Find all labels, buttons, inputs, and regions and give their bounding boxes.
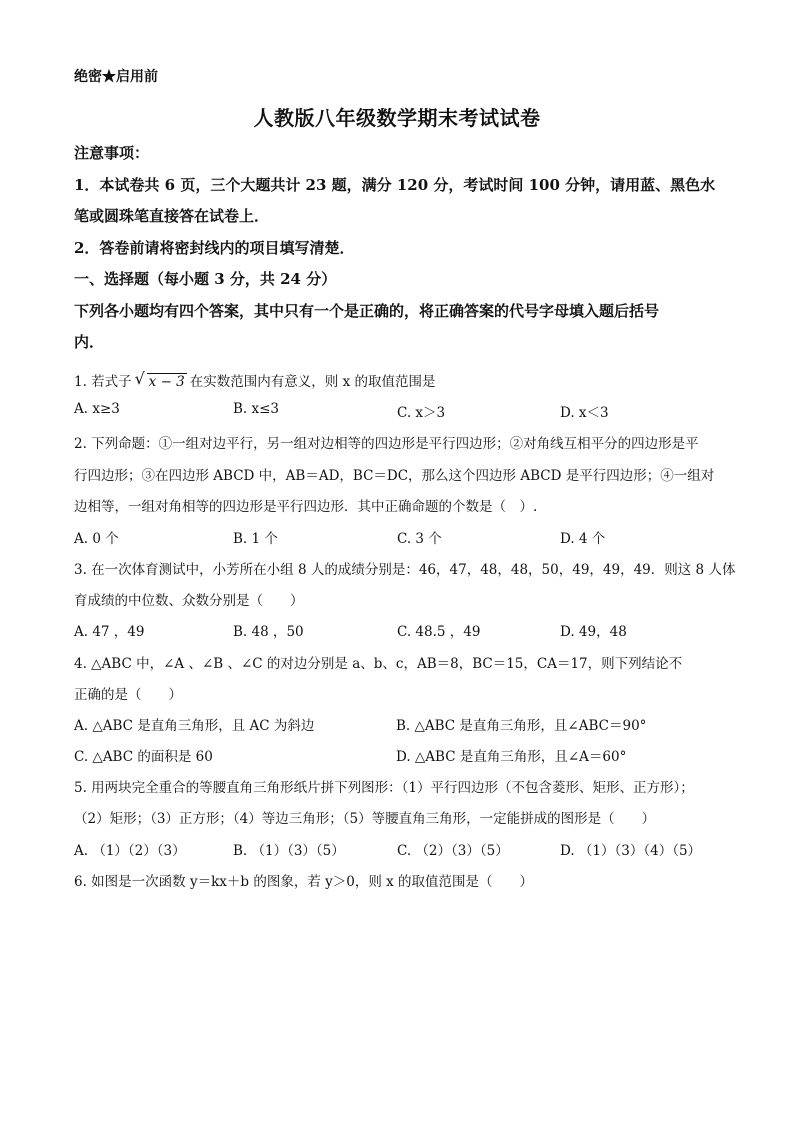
confidential-mark: 绝密★启用前	[74, 69, 158, 85]
section-1-heading: 一、选择题（每小题 3 分，共 24 分）	[74, 270, 337, 288]
radicand: x − 3	[148, 374, 185, 390]
question-5-options	[74, 839, 724, 859]
section-1-instruction-line-2: 内．	[74, 333, 105, 351]
question-4-line-1: 4. △ABC 中，∠A 、∠B 、∠C 的对边分别是 a、b、c，AB＝8，BC＝15，CA＝17，则下列结论不	[74, 656, 683, 672]
notice-heading: 注意事项：	[74, 144, 150, 162]
question-5-line-2: （2）矩形；（3）正方形；（4）等边三角形；（5）等腰直角三角形，一定能拼成的图形是（ ）	[74, 811, 656, 827]
question-2-options	[74, 527, 724, 547]
notice-item-2: 2．答卷前请将密封线内的项目填写清楚．	[74, 239, 355, 257]
option-b: B. △ABC 是直角三角形，且∠ABC＝90°	[396, 718, 647, 734]
question-4-options-row-2	[74, 745, 724, 765]
option-d: D. x＜3	[560, 405, 609, 421]
page-title: 人教版八年级数学期末考试试卷	[253, 106, 541, 130]
option-b: B. 48 ，50	[233, 624, 304, 640]
question-4-line-2: 正确的是（ ）	[74, 687, 182, 703]
option-a: A. 0 个	[74, 531, 119, 547]
question-4-options-row-1	[74, 714, 724, 734]
question-6-line-1: 6. 如图是一次函数 y＝kx＋b 的图象，若 y＞0，则 x 的取值范围是（ ）	[74, 874, 534, 890]
option-a: A. △ABC 是直角三角形，且 AC 为斜边	[74, 718, 315, 734]
option-b: B. x≤3	[233, 401, 280, 417]
question-2-line-2: 行四边形；③在四边形 ABCD 中，AB＝AD，BC＝DC，那么这个四边形 ABCD 是平行四边形；④一组对	[74, 468, 715, 484]
question-1-prefix: 1. 若式子	[74, 374, 132, 390]
section-1-instruction-line-1: 下列各小题均有四个答案，其中只有一个是正确的，将正确答案的代号字母填入题后括号	[74, 302, 660, 320]
question-1	[74, 370, 720, 390]
question-5-line-1: 5. 用两块完全重合的等腰直角三角形纸片拼下列图形：（1）平行四边形（不包含菱形、矩形、正方形）；	[74, 780, 694, 796]
question-3-line-2: 育成绩的中位数、众数分别是（ ）	[74, 593, 304, 609]
notice-item-1-line-2: 笔或圆珠笔直接答在试卷上．	[74, 207, 270, 225]
question-1-suffix: 在实数范围内有意义，则 x 的取值范围是	[189, 374, 436, 390]
option-c: C. （2）（3）（5）	[397, 843, 509, 859]
option-d: D. 4 个	[560, 531, 606, 547]
option-c: C. △ABC 的面积是 60	[74, 749, 213, 765]
option-d: D. △ABC 是直角三角形，且∠A＝60°	[396, 749, 627, 765]
option-c: C. 3 个	[397, 531, 442, 547]
option-b: B. 1 个	[233, 531, 278, 547]
question-1-options	[74, 401, 724, 421]
sqrt-expression	[134, 369, 187, 390]
option-d: D. （1）（3）（4）（5）	[560, 843, 702, 859]
option-c: C. 48.5 ，49	[397, 624, 481, 640]
question-3-line-1: 3. 在一次体育测试中，小芳所在小组 8 人的成绩分别是：46，47，48，48，50，49，49，49．则这 8 人体	[74, 562, 736, 578]
option-d: D. 49，48	[560, 624, 627, 640]
option-a: A. x≥3	[74, 401, 120, 417]
option-a: A. （1）（2）（3）	[74, 843, 186, 859]
option-a: A. 47 ，49	[74, 624, 145, 640]
radical-sign-icon: √	[134, 369, 145, 388]
question-3-options	[74, 620, 724, 640]
option-b: B. （1）（3）（5）	[233, 843, 345, 859]
notice-item-1-line-1: 1．本试卷共 6 页，三个大题共计 23 题，满分 120 分，考试时间 100 分钟，请用蓝、黑色水	[74, 176, 716, 194]
question-2-line-1: 2. 下列命题：①一组对边平行，另一组对边相等的四边形是平行四边形；②对角线互相平分的四边形是平	[74, 436, 699, 452]
option-c: C. x＞3	[397, 405, 446, 421]
question-2-line-3: 边相等，一组对角相等的四边形是平行四边形．其中正确命题的个数是（ ）.	[74, 499, 538, 515]
